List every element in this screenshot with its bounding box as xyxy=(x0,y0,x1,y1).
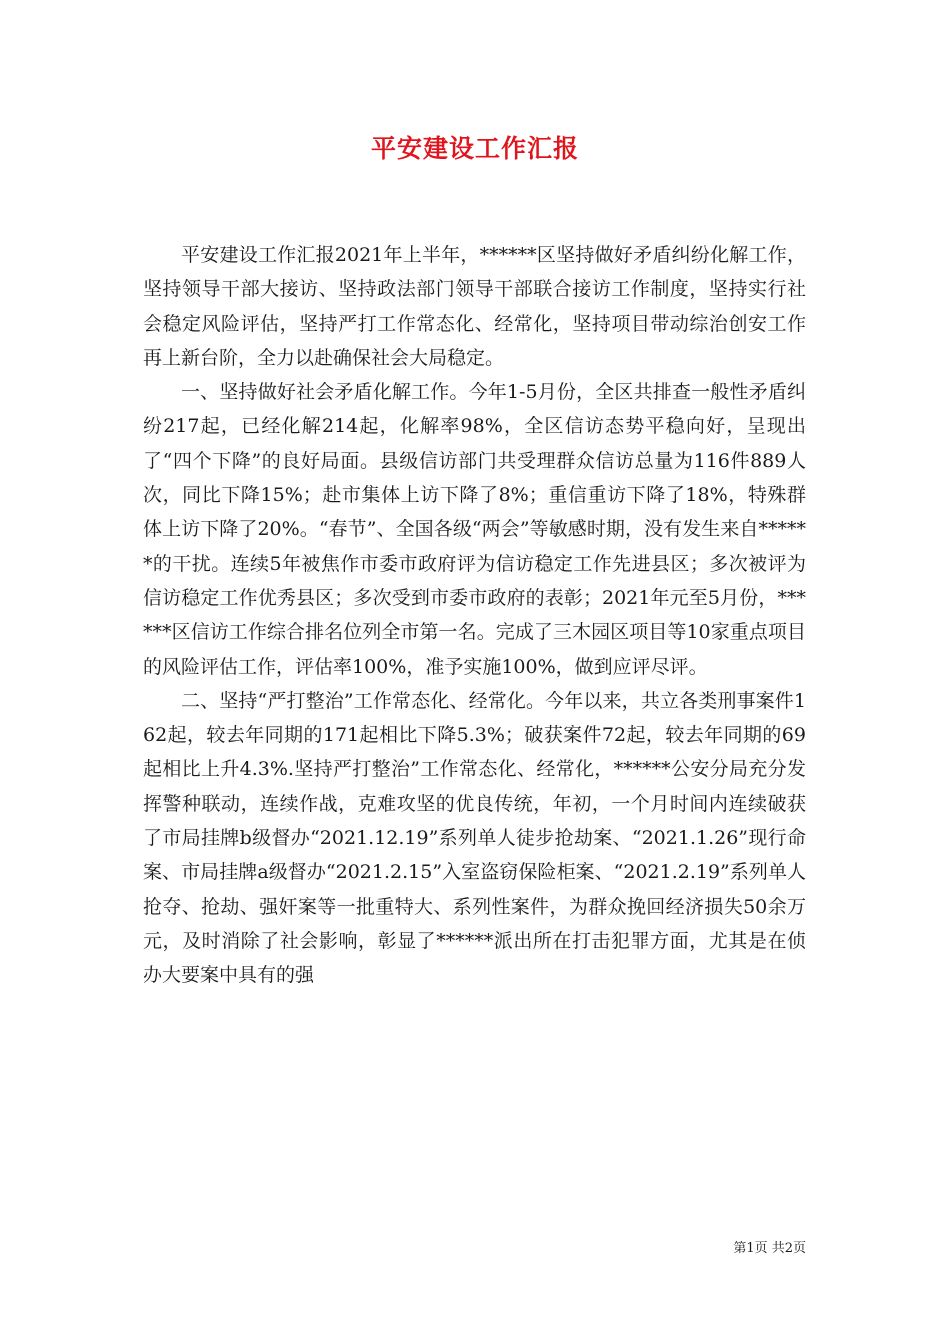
paragraph-section-one: 一、坚持做好社会矛盾化解工作。今年1-5月份，全区共排查一般性矛盾纠纷217起，已经化解214起，化解率98%，全区信访态势平稳向好，呈现出了“四个下降”的良好局面。县级信访部门共受理群众信访总量为116件889人次，同比下降15%；赴市集体上访下降了8%；重信重访下降了18%，特殊群体上访下降了20%。“春节”、全国各级“两会”等敏感时期，没有发生来自******的干扰。连续5年被焦作市委市政府评为信访稳定工作先进县区；多次被评为信访稳定工作优秀县区；多次受到市委市政府的表彰；2021年元至5月份，******区信访工作综合排名位列全市第一名。完成了三木园区项目等10家重点项目的风险评估工作，评估率100%，准予实施100%，做到应评尽评。 xyxy=(143,381,806,678)
page-number-footer: 第1页 共2页 xyxy=(733,1241,806,1256)
document-body xyxy=(143,238,806,993)
paragraph-intro: 平安建设工作汇报2021年上半年，******区坚持做好矛盾纠纷化解工作，坚持领导干部大接访、坚持政法部门领导干部联合接访工作制度，坚持实行社会稳定风险评估，坚持严打工作常态化、经常化，坚持项目带动综治创安工作再上新台阶，全力以赴确保社会大局稳定。 xyxy=(143,244,806,369)
paragraph-section-two: 二、坚持“严打整治”工作常态化、经常化。今年以来，共立各类刑事案件162起，较去年同期的171起相比下降5.3%；破获案件72起，较去年同期的69起相比上升4.3%.坚持严打整治”工作常态化、经常化，******公安分局充分发挥警种联动，连续作战，克难攻坚的优良传统，年初，一个月时间内连续破获了市局挂牌b级督办“2021.12.19”系列单人徒步抢劫案、“2021.1.26”现行命案、市局挂牌a级督办“2021.2.15”入室盗窃保险柜案、“2021.2.19”系列单人抢夺、抢劫、强奸案等一批重特大、系列性案件，为群众挽回经济损失50余万元，及时消除了社会影响，彰显了******派出所在打击犯罪方面，尤其是在侦办大要案中具有的强 xyxy=(143,689,806,987)
document-title: 平安建设工作汇报 xyxy=(370,134,579,163)
